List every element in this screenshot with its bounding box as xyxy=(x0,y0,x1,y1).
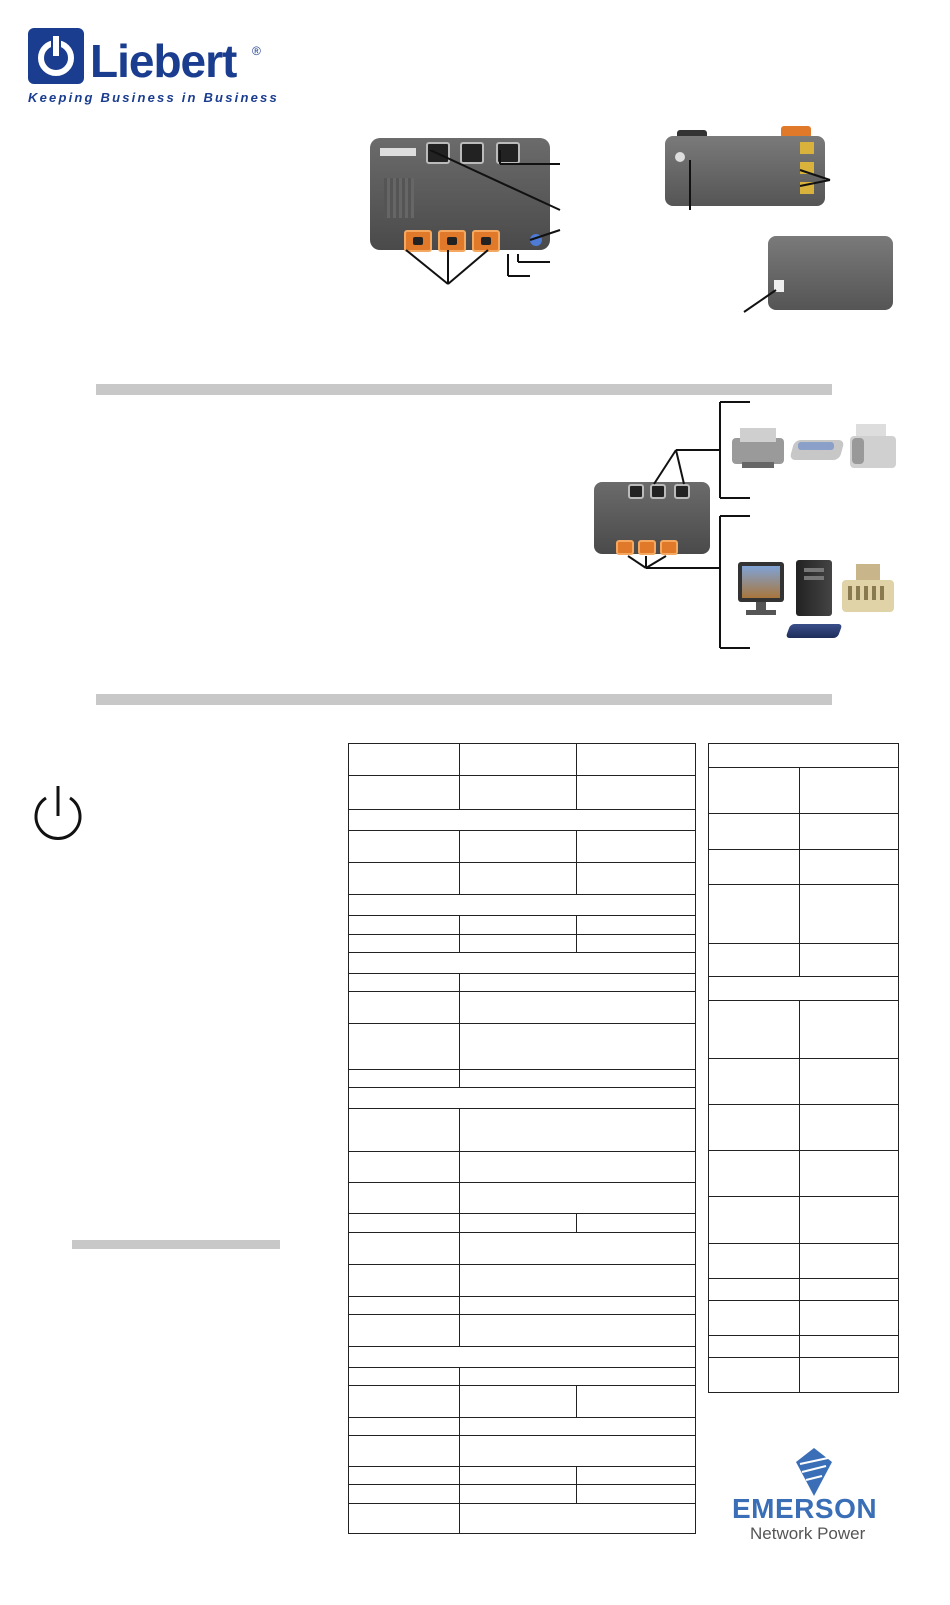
registered-mark: ® xyxy=(252,44,261,58)
front-view-callouts xyxy=(400,150,570,290)
specifications-table xyxy=(348,743,696,1534)
printer-image xyxy=(732,428,784,470)
brand-tagline: Keeping Business in Business xyxy=(28,90,279,105)
emerson-wordmark: EMERSON xyxy=(732,1493,878,1524)
network-router-image xyxy=(788,620,840,640)
side-view-callouts xyxy=(670,150,840,220)
scanner-image xyxy=(792,432,842,462)
brand-name: Liebert xyxy=(90,35,237,87)
fax-machine-image xyxy=(850,424,898,472)
section-divider xyxy=(96,384,832,395)
computer-tower-image xyxy=(796,560,832,616)
ups-rear-view xyxy=(768,236,893,310)
secondary-specifications-table xyxy=(708,743,899,1393)
rear-view-callout xyxy=(740,286,780,316)
liebert-power-logo xyxy=(28,28,84,84)
emerson-logo-icon xyxy=(794,1448,834,1496)
power-symbol-icon xyxy=(30,784,86,842)
monitor-image xyxy=(738,562,784,618)
cash-register-image xyxy=(842,564,894,616)
section-divider xyxy=(96,694,832,705)
emerson-subtitle: Network Power xyxy=(750,1524,866,1543)
column-divider xyxy=(72,1240,280,1249)
